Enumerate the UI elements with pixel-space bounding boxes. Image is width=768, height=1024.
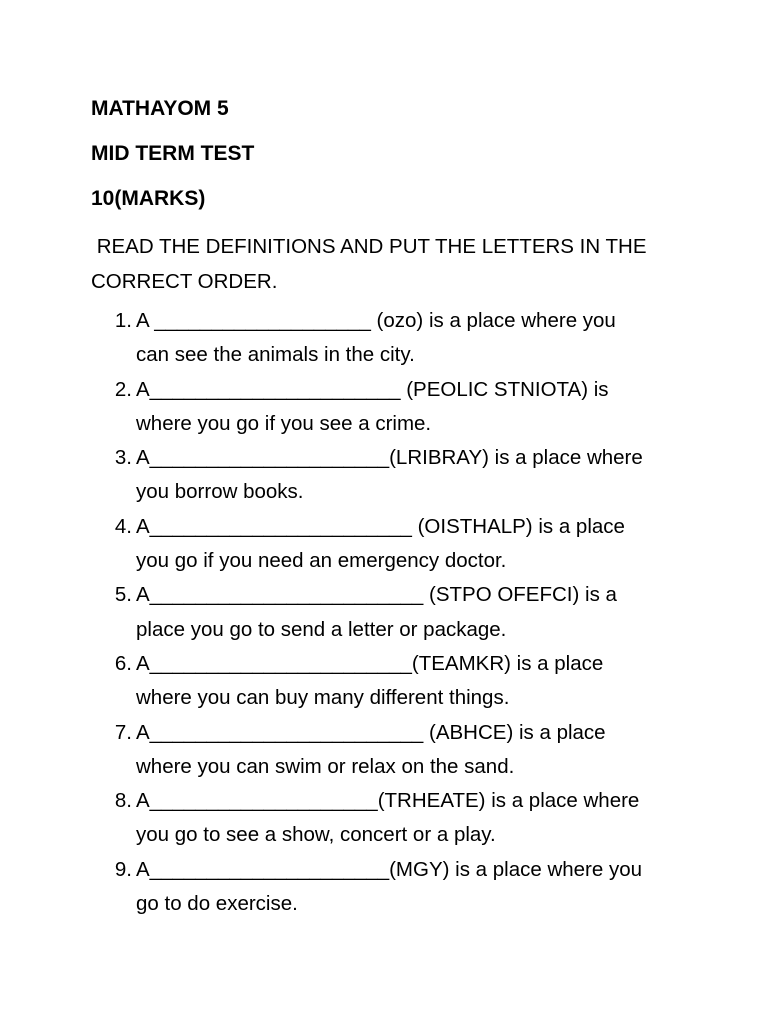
question-line: you go if you need an emergency doctor. <box>136 549 507 573</box>
question-line: A________________________ (STPO OFEFCI) is a <box>136 583 617 607</box>
question-number: 9. <box>114 857 132 881</box>
question-number: 1. <box>114 309 132 332</box>
question-number: 5. <box>114 583 132 607</box>
question-number: 3. <box>114 446 132 470</box>
question-item <box>0 441 768 510</box>
question-item <box>0 373 768 442</box>
question-number: 8. <box>114 789 132 813</box>
question-line: where you can buy many different things. <box>136 686 510 710</box>
question-text <box>136 578 686 647</box>
question-line: A_______________________ (OISTHALP) is a place <box>136 514 625 538</box>
question-item <box>0 716 768 785</box>
question-line: go to do exercise. <box>136 892 298 916</box>
question-line: A________________________ (ABHCE) is a place <box>136 720 606 744</box>
question-line: A ___________________ (ozo) is a place where you <box>136 309 616 332</box>
question-line: A_______________________(TEAMKR) is a place <box>136 651 604 675</box>
question-text <box>136 784 686 853</box>
question-text <box>136 647 686 716</box>
question-line: A_____________________(MGY) is a place where you <box>136 857 643 881</box>
question-item <box>0 647 768 716</box>
question-item <box>0 578 768 647</box>
question-item <box>0 784 768 853</box>
test-title: MID TERM TEST <box>91 142 255 165</box>
question-number: 6. <box>114 651 132 675</box>
question-line: where you can swim or relax on the sand. <box>136 754 515 778</box>
question-text <box>136 441 686 510</box>
question-item <box>0 510 768 579</box>
question-line: place you go to send a letter or package. <box>136 617 507 641</box>
question-number: 7. <box>114 720 132 744</box>
class-heading: MATHAYOM 5 <box>91 97 229 120</box>
question-text <box>136 716 686 785</box>
question-item <box>0 853 768 922</box>
question-text <box>136 853 686 922</box>
question-line: where you go if you see a crime. <box>136 411 432 435</box>
question-number: 2. <box>114 377 132 401</box>
question-number: 4. <box>114 514 132 538</box>
question-text <box>136 373 686 442</box>
question-line: A____________________(TRHEATE) is a place where <box>136 789 640 813</box>
marks-heading: 10(MARKS) <box>91 187 206 210</box>
question-list <box>0 304 768 921</box>
question-line: A______________________ (PEOLIC STNIOTA) is <box>136 377 609 401</box>
instructions-text: READ THE DEFINITIONS AND PUT THE LETTERS IN THE CORRECT ORDER. <box>91 235 653 293</box>
question-line: you borrow books. <box>136 480 304 504</box>
question-text <box>136 304 686 373</box>
question-line: can see the animals in the city. <box>136 343 415 367</box>
question-item <box>0 304 768 373</box>
question-line: you go to see a show, concert or a play. <box>136 823 496 847</box>
question-text <box>136 510 686 579</box>
question-line: A_____________________(LRIBRAY) is a place where <box>136 446 643 470</box>
